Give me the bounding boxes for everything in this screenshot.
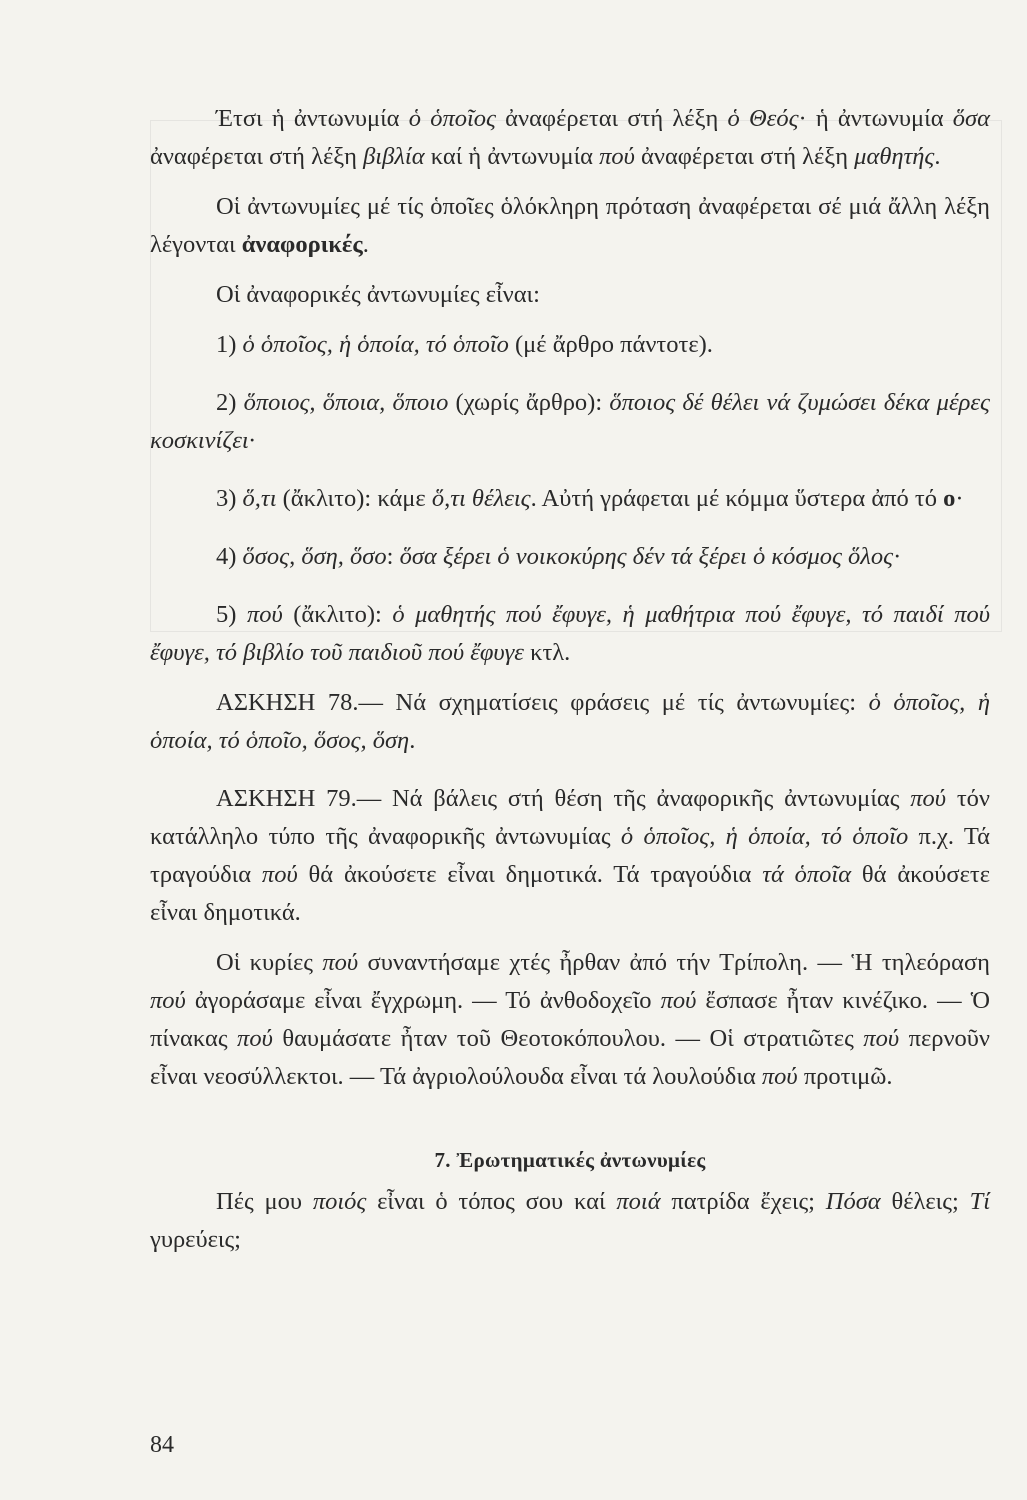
italic-run: ὁ Θεός [727, 105, 799, 132]
list-item-2 [150, 384, 990, 460]
text-run: 5) [216, 601, 247, 628]
text-run: θαυμάσατε ἦταν τοῦ Θεοτοκόπουλου. — Οἱ στρατιῶτες [272, 1025, 864, 1052]
italic-run: πού [322, 949, 359, 976]
italic-run: ὁ ὁποῖος, ἡ ὁποία, τό ὁποῖο, ὅσος, ὅση [150, 689, 990, 754]
text-run: (μέ ἄρθρο πάντοτε). [508, 331, 713, 358]
text-run: Έτσι ἡ ἀντωνυμία [216, 105, 409, 132]
text-run: 1) [216, 331, 243, 358]
text-run: (ἄκλιτο): [282, 601, 393, 628]
text-run: (ἄκλιτο): κάμε [276, 485, 432, 512]
italic-run: πού [910, 785, 947, 812]
text-run: Οἱ ἀναφορικές ἀντωνυμίες εἶναι: [216, 281, 540, 308]
text-run: : [386, 543, 400, 570]
italic-run: πού [246, 601, 283, 628]
italic-run: πού [863, 1025, 900, 1052]
italic-run: ὅποιος, ὅποια, ὅποιο [243, 389, 449, 416]
text-run: τόν κατάλληλο τύπο τῆς ἀναφορικῆς ἀντωνυμίας [150, 785, 990, 850]
italic-run: ὅποιος δέ θέλει νά ζυμώσει δέκα μέρες κοσκινίζει· [150, 389, 990, 454]
text-run: · [955, 485, 964, 512]
exercise-78 [150, 684, 990, 760]
text-run: εἶναι ὁ τόπος σου καί [366, 1188, 617, 1215]
page-body [150, 100, 990, 1259]
italic-run: ὅ,τι [242, 485, 277, 512]
italic-run: Τί [969, 1188, 991, 1215]
text-run: ἀναφέρεται στή λέξη [495, 105, 728, 132]
italic-run: πού [660, 987, 697, 1014]
paragraph-relative-definition [150, 188, 990, 264]
italic-run: πού [261, 861, 298, 888]
text-run: Οἱ ἀντωνυμίες μέ τίς ὁποῖες ὁλόκληρη πρόταση ἀναφέρεται σέ μιά ἄλλη λέξη λέγονται [150, 193, 990, 258]
paragraph-interrogative-examples [150, 1183, 990, 1259]
text-run: ΑΣΚΗΣΗ 78.— Νά σχηματίσεις φράσεις μέ τίς ἀντωνυμίες: [216, 689, 869, 716]
section-heading: 7. Ἐρωτηματικές ἀντωνυμίες [434, 1148, 706, 1172]
text-run: ΑΣΚΗΣΗ 79.— Νά βάλεις στή θέση τῆς ἀναφορικῆς ἀντωνυμίας [216, 785, 911, 812]
italic-run: πού [761, 1063, 798, 1090]
italic-run: πού [237, 1025, 273, 1052]
list-item-1 [150, 326, 990, 364]
text-run: κτλ. [523, 639, 571, 666]
text-run: περνοῦν εἶναι νεοσύλλεκτοι. — Τά ἀγριολούλουδα εἶναι τά λουλούδια [150, 1025, 990, 1090]
italic-run: μαθητής [854, 143, 935, 170]
text-run: θά ἀκούσετε εἶναι δημοτικά. [150, 861, 990, 926]
text-run: Πές μου [216, 1188, 313, 1215]
text-run: . [934, 143, 941, 170]
text-run: καί ἡ ἀντωνυμία [424, 143, 600, 170]
text-run: θά ἀκούσετε εἶναι δημοτικά. Τά τραγούδια [297, 861, 763, 888]
italic-run: ὅ,τι θέλεις [431, 485, 531, 512]
list-item-5 [150, 596, 990, 672]
exercise-79-sentences [150, 944, 990, 1096]
italic-run: ὅσα [952, 105, 990, 132]
italic-run: ποιά [616, 1188, 661, 1215]
list-item-4 [150, 538, 990, 576]
text-run: 3) [216, 485, 243, 512]
text-run: . [362, 231, 369, 258]
italic-run: ὁ μαθητής πού ἔφυγε, ἡ μαθήτρια πού ἔφυγε, τό παιδί πού ἔφυγε, τό βιβλίο τοῦ παιδιοῦ πού ἔφυγε [150, 601, 990, 666]
italic-run: τά ὁποῖα [762, 861, 852, 888]
italic-run: Πόσα [825, 1188, 881, 1215]
paragraph-list-intro [150, 276, 990, 314]
text-run: Οἱ κυρίες [216, 949, 323, 976]
text-run: π.χ. Τά τραγούδια [150, 823, 991, 888]
text-run: . Αὐτή γράφεται μέ κόμμα ὕστερα ἀπό τό [530, 485, 944, 512]
bold-run: ο [943, 485, 956, 512]
italic-run: βιβλία [363, 143, 425, 170]
italic-run: ὁ ὁποῖος [408, 105, 496, 132]
italic-run: ὁ ὁποῖος, ἡ ὁποία, τό ὁποῖο [242, 331, 509, 358]
italic-run: ποιός [312, 1188, 367, 1215]
bold-run: ἀναφορικές [241, 231, 363, 258]
text-run: προτιμῶ. [797, 1063, 893, 1090]
italic-run: πού [150, 987, 186, 1014]
italic-run: πού [599, 143, 635, 170]
text-run: ἀγοράσαμε εἶναι ἔγχρωμη. — Τό ἀνθοδοχεῖο [185, 987, 661, 1014]
text-run: (χωρίς ἄρθρο): [448, 389, 610, 416]
text-run: θέλεις; [880, 1188, 970, 1215]
italic-run: ὅσος, ὅση, ὅσο [242, 543, 387, 570]
list-item-3 [150, 480, 990, 518]
italic-run: ὅσα ξέρει ὁ νοικοκύρης δέν τά ξέρει ὁ κόσμος ὅλος [399, 543, 894, 570]
text-run: · ἡ ἀντωνυμία [798, 105, 953, 132]
text-run: ἀναφέρεται στή λέξη [150, 143, 364, 170]
text-run: · [893, 543, 902, 570]
text-run: πατρίδα ἔχεις; [660, 1188, 826, 1215]
text-run: συναντήσαμε χτές ἦρθαν ἀπό τήν Τρίπολη. — Ἡ τηλεόραση [358, 949, 990, 976]
page-number: 84 [150, 1432, 174, 1458]
text-run: 4) [216, 543, 243, 570]
text-run: ἔσπασε ἦταν κινέζικο. — Ὁ πίνακας [150, 987, 990, 1052]
text-run: . [409, 727, 416, 754]
italic-run: ὁ ὁποῖος, ἡ ὁποία, τό ὁποῖο [620, 823, 909, 850]
text-run: ἀναφέρεται στή λέξη [634, 143, 855, 170]
text-run: γυρεύεις; [150, 1226, 241, 1253]
exercise-79 [150, 780, 990, 932]
text-run: 2) [216, 389, 244, 416]
paragraph-relative-examples [150, 100, 990, 176]
